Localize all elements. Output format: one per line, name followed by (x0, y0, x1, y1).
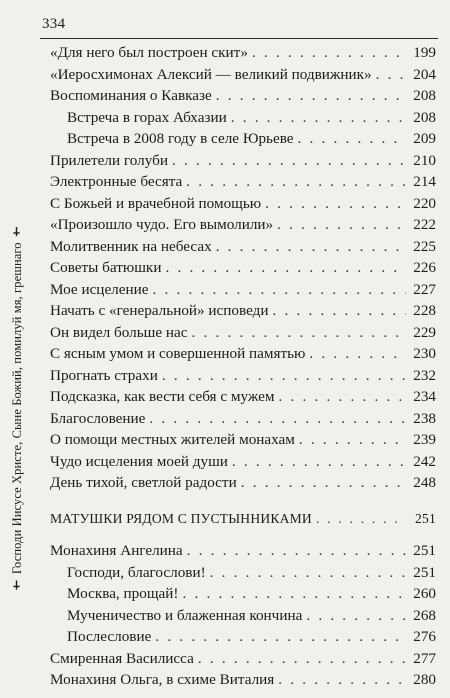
toc-entry (50, 171, 436, 193)
dot-leader (198, 648, 406, 670)
toc-entry-title: Благословение (50, 409, 146, 427)
toc-entry-title: Монахиня Ангелина (50, 542, 183, 559)
dot-leader (186, 171, 406, 193)
toc-entry-title: Смиренная Василисса (50, 649, 194, 667)
dot-leader (279, 386, 406, 408)
toc-entry (50, 300, 436, 322)
toc-entry (50, 42, 436, 64)
toc-entry-page: 242 (413, 452, 436, 470)
toc-entry (50, 669, 436, 691)
toc-entry-page: 251 (413, 542, 436, 559)
toc-entry-title: Встреча в горах Абхазии (67, 108, 227, 126)
toc-entry-title: Господи, благослови! (67, 563, 206, 581)
toc-entry-page: 199 (413, 44, 436, 61)
toc-entry-title: Послесловие (67, 628, 152, 645)
toc-entry-title: Чудо исцеления моей души (50, 452, 228, 470)
dot-leader (165, 257, 406, 279)
dot-leader (192, 322, 406, 344)
dot-leader (306, 605, 406, 627)
dot-leader (241, 472, 406, 494)
toc-entry (50, 193, 436, 215)
toc-entry-page: 251 (413, 563, 436, 581)
toc-subentry (50, 128, 436, 150)
toc-section-title: МАТУШКИ РЯДОМ С ПУСТЫННИКАМИ (50, 510, 312, 526)
toc-entry-title: Он видел больше нас (50, 323, 188, 341)
dot-leader (153, 279, 407, 301)
toc-entry-page: 239 (413, 431, 436, 448)
toc-entry-title: «Иеросхимонах Алексий — великий подвижник» (50, 65, 372, 83)
toc-entry-page: 238 (413, 409, 436, 427)
dot-leader (187, 540, 406, 562)
dot-leader (316, 508, 406, 530)
toc-entry-page: 220 (413, 194, 436, 212)
toc-entry (50, 257, 436, 279)
toc-entry (50, 365, 436, 387)
toc-entry-title: Мое исцеление (50, 280, 149, 298)
toc-entry-title: Советы батюшки (50, 259, 162, 276)
page-number: 334 (42, 16, 66, 32)
toc-entry-page: 210 (413, 151, 436, 169)
toc-entry (50, 64, 436, 86)
toc-entry-page: 204 (413, 65, 436, 83)
toc-entry-title: Монахиня Ольга, в схиме Виталия (50, 671, 275, 688)
toc-entry-page: 260 (413, 585, 436, 602)
toc-entry-title: Начать с «генеральной» исповеди (50, 302, 269, 319)
toc-entry-page: 234 (413, 388, 436, 405)
toc-entry (50, 343, 436, 365)
toc-entry (50, 279, 436, 301)
toc-entry-page: 225 (413, 237, 436, 255)
toc-subentry (50, 562, 436, 584)
toc-entry-page: 251 (415, 510, 436, 526)
toc-entry-title: О помощи местных жителей монахам (50, 431, 295, 448)
table-of-contents (50, 42, 436, 691)
toc-entry-page: 226 (413, 259, 436, 276)
toc-entry (50, 451, 436, 473)
toc-entry-page: 276 (413, 628, 436, 645)
dot-leader (277, 214, 406, 236)
toc-entry-title: Подсказка, как вести себя с мужем (50, 388, 275, 405)
toc-entry-page: 277 (413, 649, 436, 667)
toc-entry-title: Прилетели голуби (50, 151, 168, 169)
toc-entry-page: 230 (413, 345, 436, 362)
toc-entry (50, 429, 436, 451)
toc-entry-title: Прогнать страхи (50, 366, 158, 384)
dot-leader (172, 150, 406, 172)
dot-leader (182, 583, 406, 605)
toc-entry-page: 209 (413, 130, 436, 147)
toc-entry-page: 208 (413, 87, 436, 104)
toc-entry-page: 280 (413, 671, 436, 688)
toc-entry-page: 228 (413, 302, 436, 319)
dot-leader (298, 128, 406, 150)
toc-entry (50, 648, 436, 670)
toc-entry-title: С ясным умом и совершенной памятью (50, 345, 306, 362)
dot-leader (376, 64, 406, 86)
toc-entry (50, 540, 436, 562)
dot-leader (149, 408, 406, 430)
toc-entry-page: 222 (413, 216, 436, 233)
dot-leader (216, 236, 406, 258)
dot-leader (265, 193, 406, 215)
toc-entry (50, 85, 436, 107)
toc-subentry (50, 107, 436, 129)
toc-subentry (50, 626, 436, 648)
toc-entry (50, 150, 436, 172)
toc-entry-page: 232 (413, 366, 436, 384)
dot-leader (162, 365, 406, 387)
toc-entry-title: «Для него был построен скит» (50, 44, 248, 61)
toc-entry-title: День тихой, светлой радости (50, 474, 237, 491)
toc-entry-page: 227 (413, 280, 436, 298)
toc-subentry (50, 583, 436, 605)
toc-entry-page: 248 (413, 474, 436, 491)
toc-entry (50, 386, 436, 408)
toc-entry-title: Электронные бесята (50, 173, 183, 190)
toc-entry-title: С Божьей и врачебной помощью (50, 194, 262, 212)
toc-entry-page: 268 (413, 606, 436, 624)
dot-leader (278, 669, 406, 691)
toc-entry-page: 208 (413, 108, 436, 126)
toc-subentry (50, 605, 436, 627)
dot-leader (231, 107, 406, 129)
dot-leader (210, 562, 406, 584)
toc-entry-title: «Произошло чудо. Его вымолили» (50, 216, 274, 233)
toc-entry-title: Мученичество и блаженная кончина (67, 606, 303, 624)
header-rule (40, 38, 438, 39)
side-caption (3, 142, 31, 674)
dot-leader (232, 451, 406, 473)
toc-entry-title: Встреча в 2008 году в селе Юрьеве (67, 130, 294, 147)
toc-section-heading (50, 508, 436, 530)
dot-leader (155, 626, 406, 648)
dot-leader (299, 429, 406, 451)
dot-leader (309, 343, 406, 365)
toc-entry-page: 229 (413, 323, 436, 341)
side-caption-text: ✝ Господи Иисусе Христе, Сыне Божий, помилуй мя, грешнаго ✝ (10, 223, 24, 593)
dot-leader (273, 300, 407, 322)
toc-entry (50, 408, 436, 430)
dot-leader (252, 42, 406, 64)
toc-entry (50, 236, 436, 258)
toc-entry-title: Молитвенник на небесах (50, 237, 212, 255)
toc-entry (50, 472, 436, 494)
dot-leader (216, 85, 406, 107)
toc-entry-title: Воспоминания о Кавказе (50, 87, 212, 104)
toc-entry (50, 214, 436, 236)
toc-entry-title: Москва, прощай! (67, 585, 179, 602)
toc-entry-page: 214 (413, 173, 436, 190)
toc-entry (50, 322, 436, 344)
